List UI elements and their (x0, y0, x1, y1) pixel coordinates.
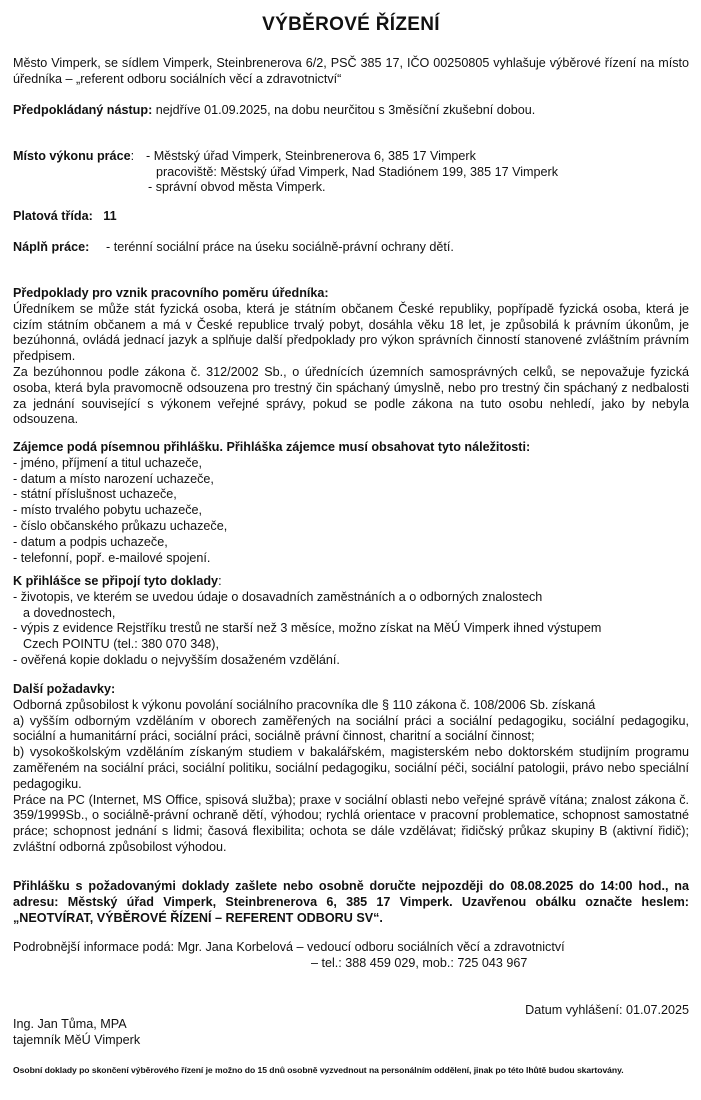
list-item (13, 653, 689, 669)
footer-note: Osobní doklady po skončení výběrového řízení je možno do 15 dnů osobně vyzvednout na personálním oddělení, jinak po této lhůtě budou skartovány. (13, 1065, 624, 1075)
start-date (13, 103, 689, 119)
workplace-colon: : (130, 149, 135, 163)
application-section (13, 440, 689, 566)
list-item: - datum a místo narození uchazeče, (13, 471, 214, 486)
duties-value: - terénní sociální práce na úseku sociálně-právní ochrany dětí. (106, 240, 454, 254)
prerequisites-heading: Předpoklady pro vznik pracovního poměru úředníka: (13, 286, 329, 300)
list-item (13, 590, 689, 622)
signatory-role: tajemník MěÚ Vimperk (13, 1032, 141, 1047)
other-paragraph: b) vysokoškolským vzděláním získaným studiem v bakalářském, magisterském nebo doktorském studijním programu zaměřeném na sociální práci, sociální politiku, sociální pedagogiku, sociální péči, sociální patologii, právo nebo speciální pedagogiku. (13, 745, 689, 791)
contact-line: Podrobnější informace podá: Mgr. Jana Korbelová – vedoucí odboru sociálních věcí a zdravotnictví (13, 940, 565, 954)
signature-block (13, 1017, 689, 1049)
list-item-line: a dovednostech, (23, 605, 116, 620)
salary-value: 11 (103, 209, 117, 223)
workplace-line: pracoviště: Městský úřad Vimperk, Nad Stadiónem 199, 385 17 Vimperk (156, 165, 559, 179)
document-title: VÝBĚROVÉ ŘÍZENÍ (262, 14, 440, 35)
submission-instructions: Přihlášku s požadovanými doklady zašlete nebo osobně doručte nejpozději do 08.08.2025 do 14:00 hod., na adresu: Městský úřad Vimperk, Steinbrenerova 6, 385 17 Vimperk. Uzavřenou obálku označte heslem: „NEOTVÍRAT, VÝBĚROVÉ ŘÍZENÍ – REFERENT ODBORU SV“. (13, 879, 689, 925)
start-value: nejdříve 01.09.2025, na dobu neurčitou s 3měsíční zkušební dobou. (152, 103, 536, 117)
contact-info (13, 940, 689, 972)
application-heading: Zájemce podá písemnou přihlášku. Přihláška zájemce musí obsahovat tyto náležitosti: (13, 440, 531, 454)
list-item-line: Czech POINTU (tel.: 380 070 348), (23, 637, 219, 652)
duties (13, 240, 689, 256)
workplace-line: - Městský úřad Vimperk, Steinbrenerova 6, 385 17 Vimperk (146, 149, 476, 163)
list-item: - datum a podpis uchazeče, (13, 534, 168, 549)
prerequisites-paragraph: Za bezúhonnou podle zákona č. 312/2002 Sb., o úřednících územních samosprávných celků, se nepovažuje fyzická osoba, která byla pravomocně odsouzena pro trestný čin spáchaný úmyslně, nebo pro trestný čin spáchaný z nedbalosti za jednání související s výkonem veřejné správy, pokud se podle zákona na tuto osobu nehledí, jako by nebyla odsouzena. (13, 364, 689, 427)
salary-label: Platová třída: (13, 209, 93, 223)
duties-label: Náplň práce: (13, 240, 90, 254)
list-item: - státní příslušnost uchazeče, (13, 487, 177, 502)
prerequisites-paragraph: Úředníkem se může stát fyzická osoba, která je státním občanem České republiky, popřípadě fyzická osoba, která je cizím státním občanem a má v České republice trvalý pobyt, dosáhla věku 18 let, je způsobilá k právním úkonům, je bezúhonná, ovládá jednací jazyk a splňuje další předpoklady pro výkon správních činností stanovené zvláštním právním předpisem. (13, 301, 689, 364)
workplace-label: Místo výkonu práce (13, 149, 131, 163)
list-item-line: - životopis, ve kterém se uvedou údaje o dosavadních zaměstnáních a o odborných znalostech (13, 589, 543, 604)
workplace-line: - správní obvod města Vimperk. (148, 180, 326, 194)
workplace-label-wrap (13, 149, 134, 165)
contact-line: – tel.: 388 459 029, mob.: 725 043 967 (311, 955, 528, 970)
documents-heading-wrap (13, 574, 689, 590)
start-label: Předpokládaný nástup: (13, 103, 153, 117)
other-heading: Další požadavky: (13, 682, 116, 696)
other-paragraph: Práce na PC (Internet, MS Office, spisová služba); praxe v sociální oblasti nebo veřejné správě vítána; znalost zákona č. 359/1999Sb., o sociálně-právní ochraně dětí, výhodou; rychlá orientace v pracovní problematice, schopnost samostatné práce; schopnost jednání s lidmi; časová flexibilita; ochota se dále vzdělávat; řidičský průkaz skupiny B (aktivní řidič); zvláštní odborná způsobilost výhodou. (13, 792, 689, 854)
documents-section (13, 574, 689, 669)
announcement-date: Datum vyhlášení: 01.07.2025 (525, 1003, 689, 1017)
list-item: - telefonní, popř. e-mailové spojení. (13, 550, 211, 565)
salary-class (13, 209, 689, 225)
documents-colon: : (218, 574, 222, 588)
list-item (13, 621, 689, 653)
list-item-line: - ověřená kopie dokladu o nejvyšším dosaženém vzdělání. (13, 652, 340, 667)
signatory-name: Ing. Jan Tůma, MPA (13, 1017, 127, 1031)
application-requirements-list (13, 456, 689, 567)
workplace-section (13, 149, 689, 197)
other-paragraph: Odborná způsobilost k výkonu povolání sociálního pracovníka dle § 110 zákona č. 108/2006 Sb. získaná (13, 697, 596, 712)
list-item-line: - výpis z evidence Rejstříku trestů ne starší než 3 měsíce, možno získat na MěÚ Vimperk ihned výstupem (13, 621, 602, 636)
intro-paragraph: Město Vimperk, se sídlem Vimperk, Steinbrenerova 6/2, PSČ 385 17, IČO 00250805 vyhlašuje výběrové řízení na místo úředníka – „referent odboru sociálních věcí a zdravotnictví“ (13, 56, 689, 86)
other-requirements-section (13, 682, 689, 856)
documents-heading: K přihlášce se připojí tyto doklady (13, 574, 219, 588)
list-item: - místo trvalého pobytu uchazeče, (13, 503, 203, 518)
prerequisites-section (13, 286, 689, 428)
other-paragraph: a) vyšším odborným vzděláním v oborech zaměřených na sociální práci a sociální pedagogiku, sociální pedagogiku, sociální a humanitární práci, sociální práci, sociálně právní činnost, charitní a sociální činnost; (13, 713, 689, 744)
list-item: - číslo občanského průkazu uchazeče, (13, 518, 228, 533)
list-item: - jméno, příjmení a titul uchazeče, (13, 455, 202, 470)
